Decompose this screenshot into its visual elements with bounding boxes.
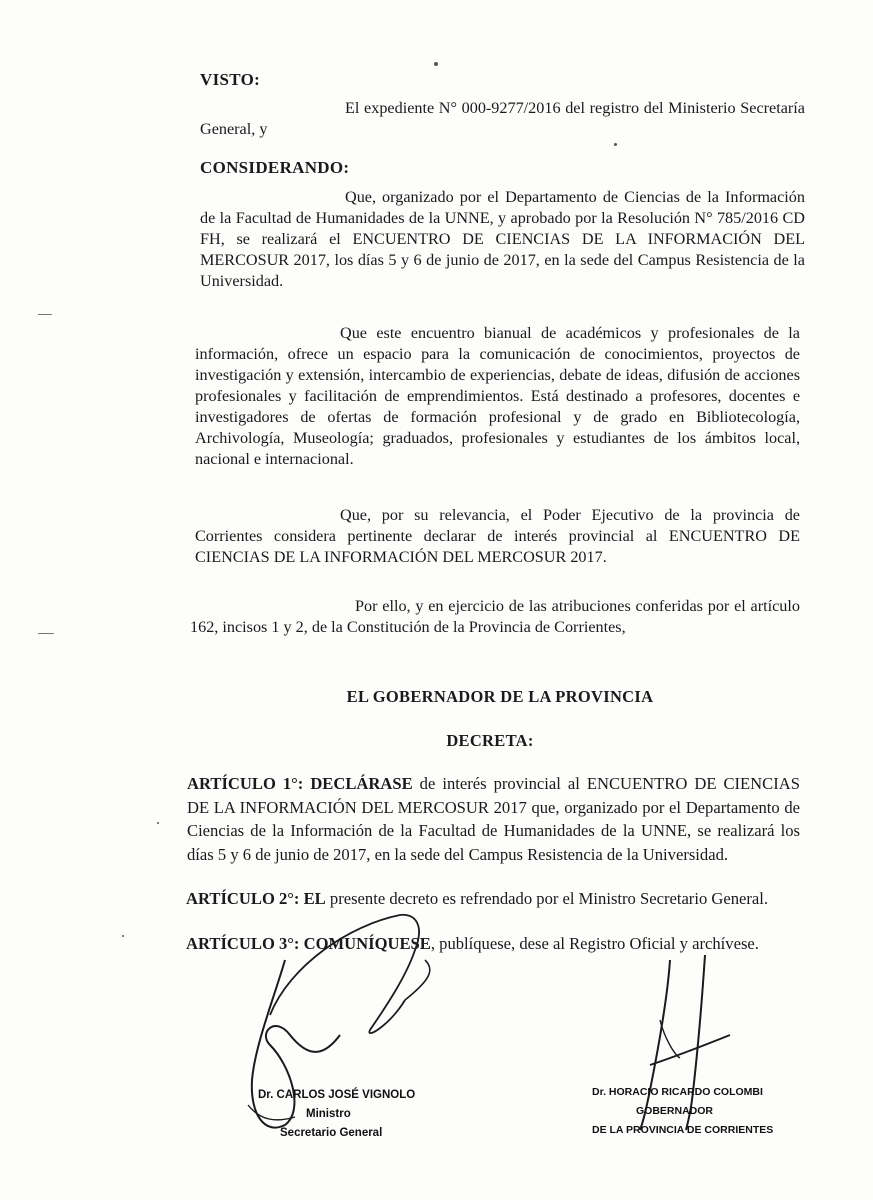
- scan-speck: [614, 143, 617, 146]
- article-1-label: ARTÍCULO 1°: DECLÁRASE: [187, 774, 413, 793]
- right-signatory-name: Dr. HORACIO RICARDO COLOMBI: [592, 1086, 763, 1098]
- right-signature-block: [592, 1083, 773, 1140]
- right-signatory-title-1: GOBERNADOR: [636, 1105, 714, 1117]
- article-1-text: de interés provincial al ENCUENTRO DE CIENCIAS DE LA INFORMACIÓN DEL MERCOSUR 2017 que, organizado por el Departamento de Ciencias de la Información de la Facultad de Humanidades de la UNNE, se realizará los días 5 y 6 de junio de 2017, en la sede del Campus Resistencia de la Universidad.: [187, 774, 800, 864]
- considerando-paragraph-1: Que, organizado por el Departamento de Ciencias de la Información de la Facultad de Humanidades de la UNNE, y aprobado por la Resolución N° 785/2016 CD FH, se realizará el ENCUENTRO DE CIENCIAS DE LA INFORMACIÓN DEL MERCOSUR 2017, los días 5 y 6 de junio de 2017, en la sede del Campus Resistencia de la Universidad.: [200, 188, 805, 290]
- considerando-paragraph-4: Por ello, y en ejercicio de las atribuciones conferidas por el artículo 162, incisos 1 y 2, de la Constitución de la Provincia de Corrientes,: [190, 597, 800, 636]
- scan-speck: [122, 935, 124, 937]
- article-2-text: presente decreto es refrendado por el Ministro Secretario General.: [325, 889, 769, 908]
- scan-margin-mark: [38, 633, 54, 634]
- governor-heading: EL GOBERNADOR DE LA PROVINCIA: [346, 687, 654, 706]
- left-signatory-title-2: Secretario General: [280, 1127, 383, 1139]
- left-signature-block: [258, 1086, 415, 1143]
- visto-heading: VISTO:: [200, 70, 261, 89]
- right-signatory-title-2: DE LA PROVINCIA DE CORRIENTES: [592, 1124, 774, 1136]
- article-1: [187, 772, 800, 866]
- article-3-text: , publíquese, dese al Registro Oficial y archívese.: [430, 934, 759, 953]
- scan-speck: [434, 62, 438, 66]
- scan-margin-mark: [38, 314, 52, 315]
- considerando-paragraph-3: Que, por su relevancia, el Poder Ejecutivo de la provincia de Corrientes considera pertinente declarar de interés provincial al ENCUENTRO DE CIENCIAS DE LA INFORMACIÓN DEL MERCOSUR 2017.: [195, 506, 800, 566]
- considerando-heading: CONSIDERANDO:: [200, 158, 350, 177]
- left-signatory-name: Dr. CARLOS JOSÉ VIGNOLO: [258, 1089, 416, 1101]
- visto-text: El expediente N° 000-9277/2016 del registro del Ministerio Secretaría General, y: [200, 99, 805, 138]
- article-3-label: ARTÍCULO 3°: COMUNÍQUESE: [186, 934, 431, 953]
- considerando-paragraph-2: Que este encuentro bianual de académicos y profesionales de la información, ofrece un espacio para la comunicación de conocimientos, proyectos de investigación y extensión, intercambio de experiencias, debate de ideas, difusión de acciones profesionales y facilitación de emprendimientos. Está destinado a profesores, docentes e investigadores de ofertas de formación profesional y de grado en Bibliotecología, Archivología, Museología; graduados, profesionales y estudiantes de los ámbitos local, nacional e internacional.: [195, 324, 800, 468]
- scan-speck: [157, 822, 159, 824]
- left-signatory-title-1: Ministro: [306, 1108, 351, 1120]
- article-2-label: ARTÍCULO 2°: EL: [186, 889, 326, 908]
- decreta-heading: DECRETA:: [446, 731, 534, 750]
